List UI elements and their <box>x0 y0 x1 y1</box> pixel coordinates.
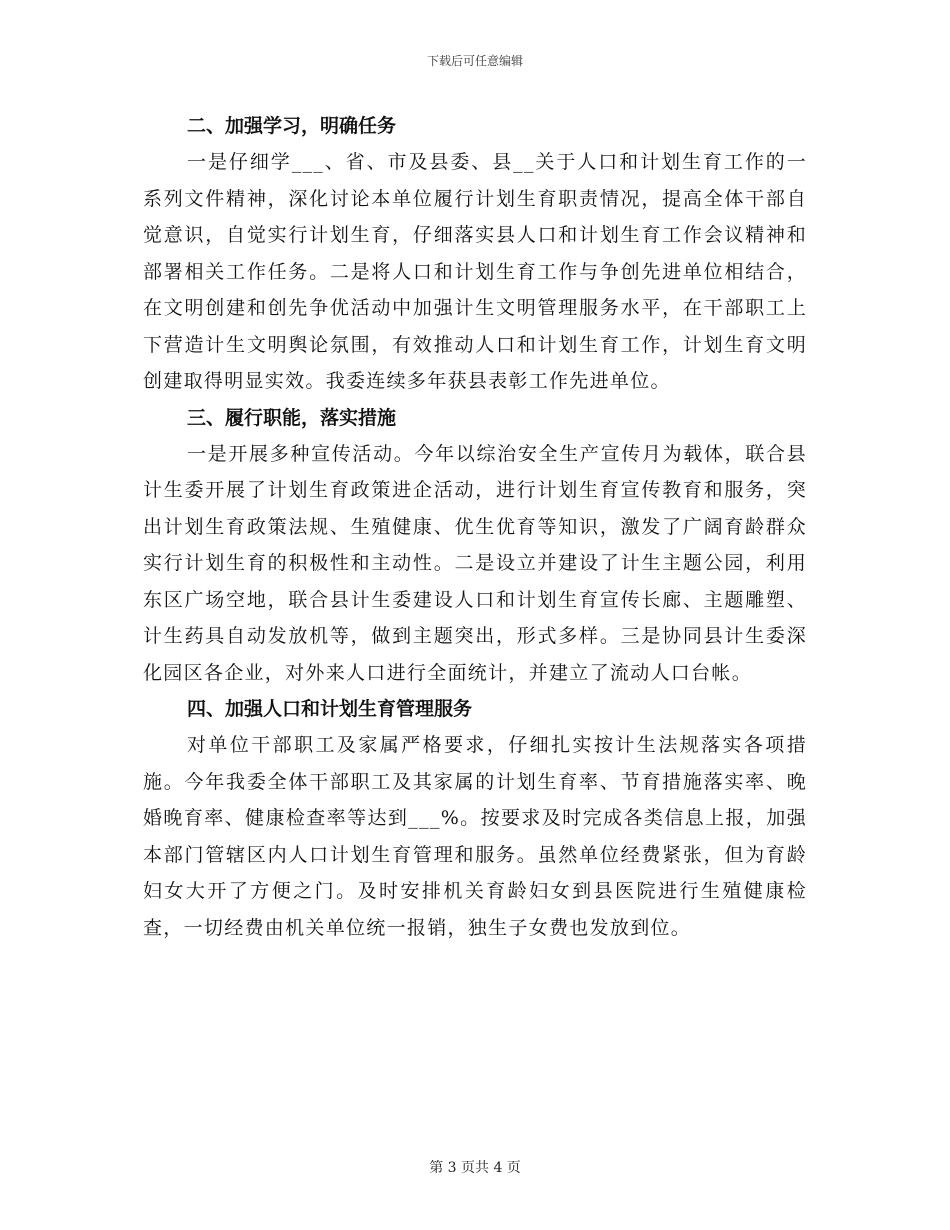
page-header: 下载后可任意编辑 <box>426 54 523 68</box>
document-body <box>143 108 807 946</box>
section-heading: 二、加强学习，明确任务 <box>187 115 397 137</box>
section-heading: 三、履行职能，落实措施 <box>187 406 397 429</box>
page-number: 第 3 页共 4 页 <box>429 1160 521 1176</box>
section-heading: 四、加强人口和计划生育管理服务 <box>187 698 473 720</box>
section-paragraph: 一是仔细学___、省、市及县委、县__关于人口和计划生育工作的一系列文件精神，深化讨论本单位履行计划生育职责情况，提高全体干部自觉意识，自觉实行计划生育，仔细落实县人口和计划生育工作会议精神和部署相关工作任务。二是将人口和计划生育工作与争创先进单位相结合，在文明创建和创先争优活动中加强计生文明管理服务水平，在干部职工上下营造计生文明舆论氛围，有效推动人口和计划生育工作，计划生育文明创建取得明显实效。我委连续多年获县表彰工作先进单位。 <box>143 151 807 392</box>
section-strengthen-study <box>143 108 807 400</box>
section-paragraph: 对单位干部职工及家属严格要求，仔细扎实按计生法规落实各项措施。今年我委全体干部职工及其家属的计划生育率、节育措施落实率、晚婚晚育率、健康检查率等达到___%。按要求及时完成各类信息上报，加强本部门管辖区内人口计划生育管理和服务。虽然单位经费紧张，但为育龄妇女大开了方便之门。及时安排机关育龄妇女到县医院进行生殖健康检查，一切经费由机关单位统一报销，独生子女费也发放到位。 <box>143 734 807 939</box>
section-paragraph: 一是开展多种宣传活动。今年以综治安全生产宣传月为载体，联合县计生委开展了计划生育政策进企活动，进行计划生育宣传教育和服务，突出计划生育政策法规、生殖健康、优生优育等知识，激发了广阔育龄群众实行计划生育的积极性和主动性。二是设立并建设了计生主题公园，利用东区广场空地，联合县计生委建设人口和计划生育宣传长廊、主题雕塑、计生药具自动发放机等，做到主题突出，形式多样。三是协同县计生委深化园区各企业，对外来人口进行全面统计，并建立了流动人口台帐。 <box>143 442 807 684</box>
section-perform-functions <box>143 400 807 692</box>
section-management-service <box>143 691 807 946</box>
